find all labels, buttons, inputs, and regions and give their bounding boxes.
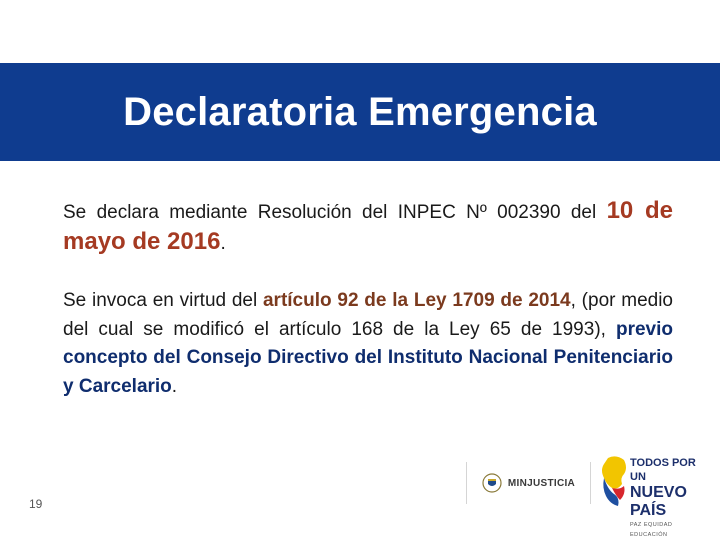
tpnp-line-1: TODOS POR UN: [630, 457, 696, 483]
resolution-text-end: .: [220, 232, 226, 254]
legal-basis-end: .: [171, 375, 178, 397]
legal-basis-middle: , (por medio del cual se modificó el artículo 168 de la Ley 65 de 1993),: [63, 290, 673, 340]
council-concept: previo concepto del Consejo Directivo del Instituto Nacional Penitenciario y Carcelario: [63, 318, 673, 397]
paragraph-legal-basis: [63, 287, 673, 401]
legal-basis-intro: Se invoca en virtud del: [63, 290, 263, 311]
slide-title: Declaratoria Emergencia: [123, 89, 597, 134]
minjusticia-logo-text: MINJUSTICIA: [507, 477, 576, 489]
coat-of-arms-icon: [482, 473, 502, 493]
title-band: [0, 63, 720, 161]
todos-por-un-nuevo-pais-logo: [598, 452, 708, 538]
resolution-text: Se declara mediante Resolución del INPEC Nº 002390 del: [63, 202, 607, 223]
law-reference: artículo 92 de la Ley 1709 de 2014: [262, 290, 571, 311]
tpnp-text-block: [630, 456, 708, 540]
tpnp-line-2: NUEVO PAÍS: [630, 484, 687, 519]
paragraph-resolution: [63, 197, 673, 258]
colombia-map-icon: [598, 454, 632, 510]
tpnp-line-3: PAZ EQUIDAD EDUCACIÓN: [630, 522, 673, 538]
page-number: 19: [29, 497, 43, 511]
resolution-date: 10 de mayo de 2016: [63, 197, 673, 255]
minjusticia-logo: [466, 462, 591, 504]
